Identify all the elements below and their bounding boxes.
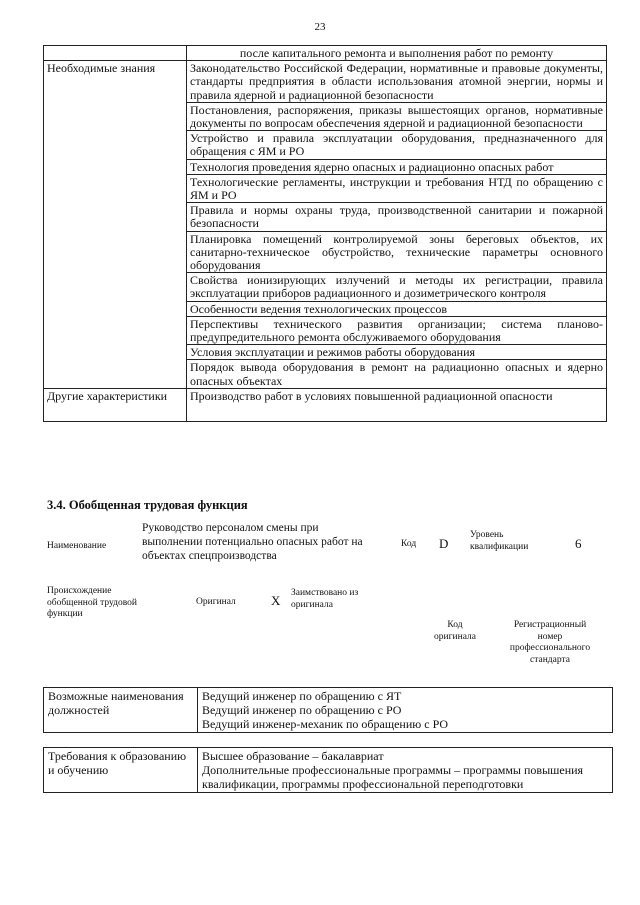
code-label: Код (401, 539, 417, 549)
page-number: 23 (314, 21, 326, 33)
positions-label: Возможные наименования должностей (44, 688, 198, 733)
continuation-cell: после капитального ремонта и выполнения работ по ремонту (187, 46, 607, 61)
origin-title: Происхождение обобщенной трудовой функции (47, 586, 137, 619)
table-row (44, 388, 607, 421)
knowledge-item: Правила и нормы охраны труда, производственной санитарии и пожарной безопасности (187, 203, 607, 231)
position-item: Ведущий инженер-механик по обращению с РО (202, 717, 449, 731)
function-name: Руководство персоналом смены при выполнении потенциально опасных работ на объектах спецпроизводства (142, 522, 363, 562)
level-value: 6 (575, 536, 582, 551)
registration-number-label: Регистрационный номер профессионального стандарта (509, 620, 591, 665)
code-value: D (439, 536, 449, 551)
level-label: Уровень квалификации (470, 530, 529, 552)
table-row (44, 46, 607, 61)
education-label: Требования к образованию и обучению (44, 748, 198, 793)
knowledge-item: Свойства ионизирующих излучений и методы их регистрации, правила эксплуатации приборов радиационного и дозиметрического контроля (187, 273, 607, 301)
education-item: Дополнительные профессиональные программы – программы повышения квалификации, программы профессиональной переподготовки (202, 763, 584, 791)
position-item: Ведущий инженер по обращению с РО (202, 703, 402, 717)
positions-values (198, 688, 613, 733)
knowledge-item: Технология проведения ядерно опасных и радиационно опасных работ (187, 159, 607, 174)
original-label: Оригинал (196, 597, 236, 607)
code-original-label: Код оригинала (434, 620, 476, 642)
knowledge-table (43, 45, 607, 422)
table-cell-empty (44, 46, 187, 61)
knowledge-item: Планировка помещений контролируемой зоны береговых объектов, их санитарно-техническое обустройство, технические параметры основного оборудования (187, 231, 607, 273)
education-values (198, 748, 613, 793)
knowledge-item: Порядок вывода оборудования в ремонт на радиационно опасных и ядерно опасных объектах (187, 360, 607, 388)
knowledge-item: Технологические регламенты, инструкции и требования НТД по обращению с ЯМ и РО (187, 174, 607, 202)
other-characteristics-label: Другие характеристики (44, 388, 187, 421)
positions-table (43, 687, 613, 733)
original-mark: X (271, 593, 281, 608)
section-heading: 3.4. Обобщенная трудовая функция (47, 498, 248, 512)
education-item: Высшее образование – бакалавриат (202, 749, 384, 763)
position-item: Ведущий инженер по обращению с ЯТ (202, 689, 402, 703)
knowledge-item: Условия эксплуатации и режимов работы оборудования (187, 345, 607, 360)
knowledge-item: Перспективы технического развития организации; система планово-предупредительного ремонта обслуживаемого оборудования (187, 316, 607, 344)
name-label: Наименование (47, 541, 107, 551)
table-row (44, 61, 607, 103)
knowledge-item: Постановления, распоряжения, приказы вышестоящих органов, нормативные документы по вопросам обеспечения ядерной и радиационной безопасности (187, 102, 607, 130)
knowledge-item: Устройство и правила эксплуатации оборудования, предназначенного для обращения с ЯМ и РО (187, 131, 607, 159)
table-row (44, 688, 613, 733)
table-row (44, 748, 613, 793)
knowledge-label: Необходимые знания (44, 61, 187, 389)
knowledge-item: Законодательство Российской Федерации, нормативные и правовые документы, стандарты предприятия в области использования атомной энергии, нормы и правила ядерной и радиационной безопасности (187, 61, 607, 103)
knowledge-item: Особенности ведения технологических процессов (187, 301, 607, 316)
other-characteristics-value: Производство работ в условиях повышенной радиационной опасности (187, 388, 607, 421)
borrowed-label: Заимствовано из оригинала (291, 588, 359, 610)
education-table (43, 747, 613, 793)
